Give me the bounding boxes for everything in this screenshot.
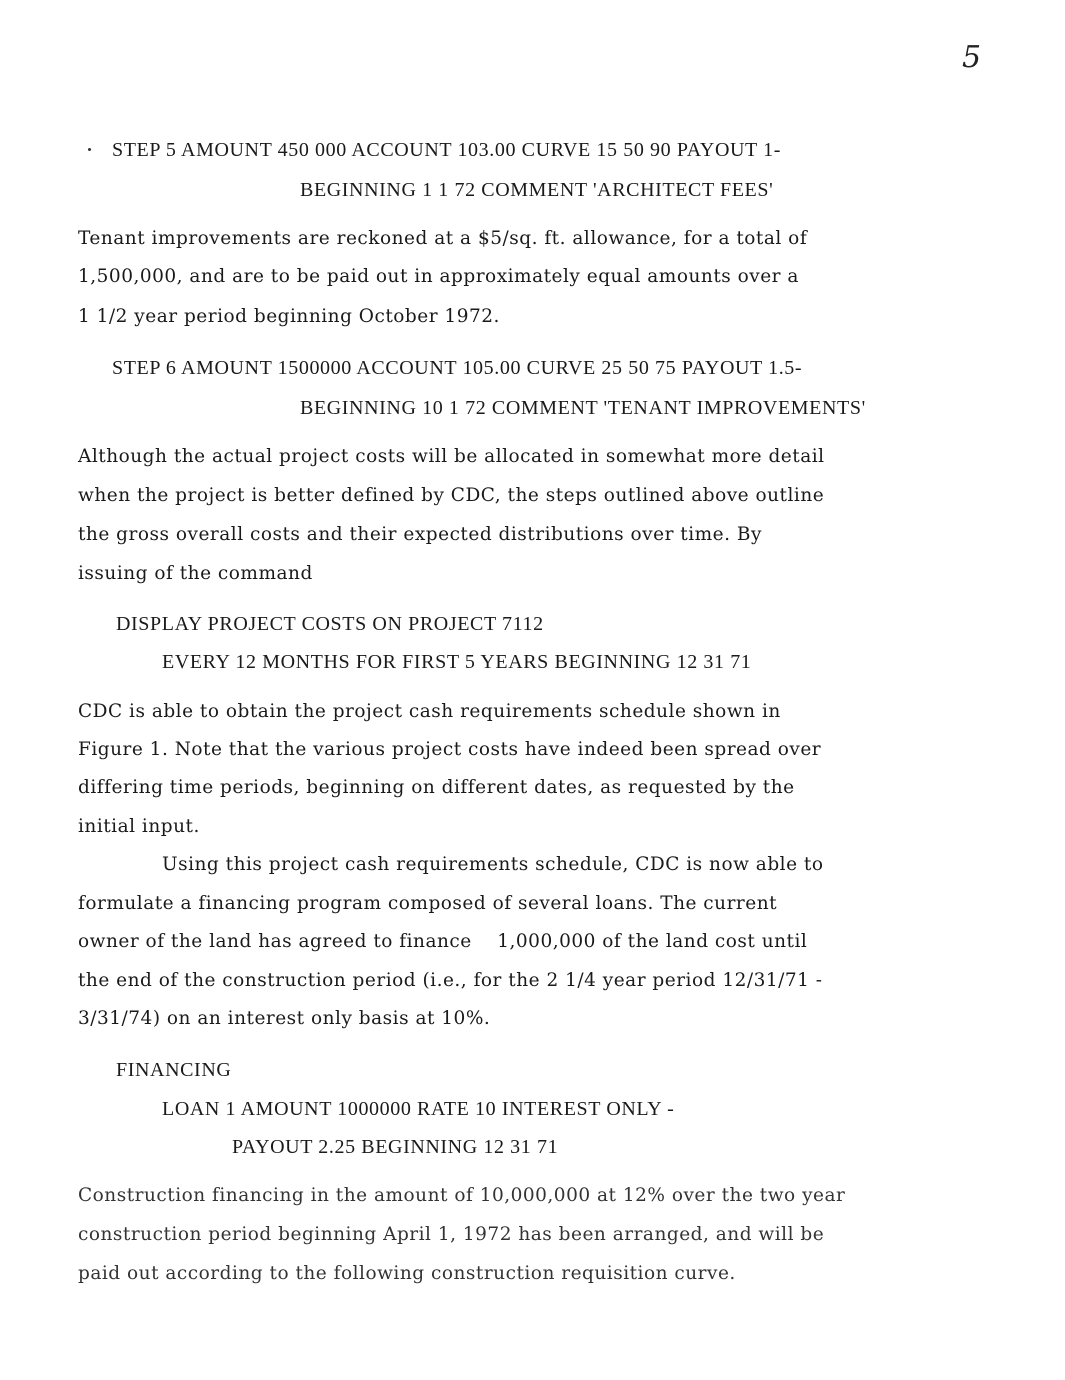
- para2-line2: when the project is better defined by CDC, the steps outlined above outline: [78, 485, 825, 506]
- para4-line3: owner of the land has agreed to finance 1,000,000 of the land cost until: [78, 931, 808, 952]
- page-number: 5: [962, 40, 982, 75]
- financing-line2: PAYOUT 2.25 BEGINNING 12 31 71: [232, 1136, 559, 1158]
- step5-line1: STEP 5 AMOUNT 450 000 ACCOUNT 103.00 CURVE 15 50 90 PAYOUT 1-: [112, 139, 781, 161]
- para2-line1: Although the actual project costs will be allocated in somewhat more detail: [78, 446, 825, 467]
- para4-line5: 3/31/74) on an interest only basis at 10%.: [78, 1008, 491, 1029]
- para4-line1: Using this project cash requirements schedule, CDC is now able to: [162, 854, 824, 875]
- para2-line3: the gross overall costs and their expected distributions over time. By: [78, 524, 762, 545]
- step6-line2: BEGINNING 10 1 72 COMMENT 'TENANT IMPROVEMENTS': [300, 397, 866, 419]
- step5-line2: BEGINNING 1 1 72 COMMENT 'ARCHITECT FEES': [300, 179, 774, 201]
- para1-line1: Tenant improvements are reckoned at a $5/sq. ft. allowance, for a total of: [78, 228, 808, 249]
- financing-line1: LOAN 1 AMOUNT 1000000 RATE 10 INTEREST ONLY -: [162, 1098, 675, 1120]
- para5-line2: construction period beginning April 1, 1972 has been arranged, and will be: [78, 1224, 825, 1245]
- step6-line1: STEP 6 AMOUNT 1500000 ACCOUNT 105.00 CURVE 25 50 75 PAYOUT 1.5-: [112, 357, 803, 379]
- para3-line4: initial input.: [78, 816, 200, 837]
- para1-line2: 1,500,000, and are to be paid out in approximately equal amounts over a: [78, 266, 799, 287]
- para4-line2: formulate a financing program composed of several loans. The current: [78, 893, 778, 914]
- para3-line3: differing time periods, beginning on different dates, as requested by the: [78, 777, 795, 798]
- financing-header: FINANCING: [116, 1059, 232, 1081]
- stray-mark: [88, 148, 91, 151]
- display-cmd-line2: EVERY 12 MONTHS FOR FIRST 5 YEARS BEGINNING 12 31 71: [162, 651, 752, 673]
- display-cmd-line1: DISPLAY PROJECT COSTS ON PROJECT 7112: [116, 613, 544, 635]
- para3-line1: CDC is able to obtain the project cash requirements schedule shown in: [78, 701, 781, 722]
- para5-line3: paid out according to the following construction requisition curve.: [78, 1263, 736, 1284]
- para3-line2: Figure 1. Note that the various project costs have indeed been spread over: [78, 739, 822, 760]
- para2-line4: issuing of the command: [78, 563, 313, 584]
- para4-line4: the end of the construction period (i.e., for the 2 1/4 year period 12/31/71 -: [78, 970, 823, 991]
- para5-line1: Construction financing in the amount of 10,000,000 at 12% over the two year: [78, 1185, 846, 1206]
- para1-line3: 1 1/2 year period beginning October 1972.: [78, 306, 500, 327]
